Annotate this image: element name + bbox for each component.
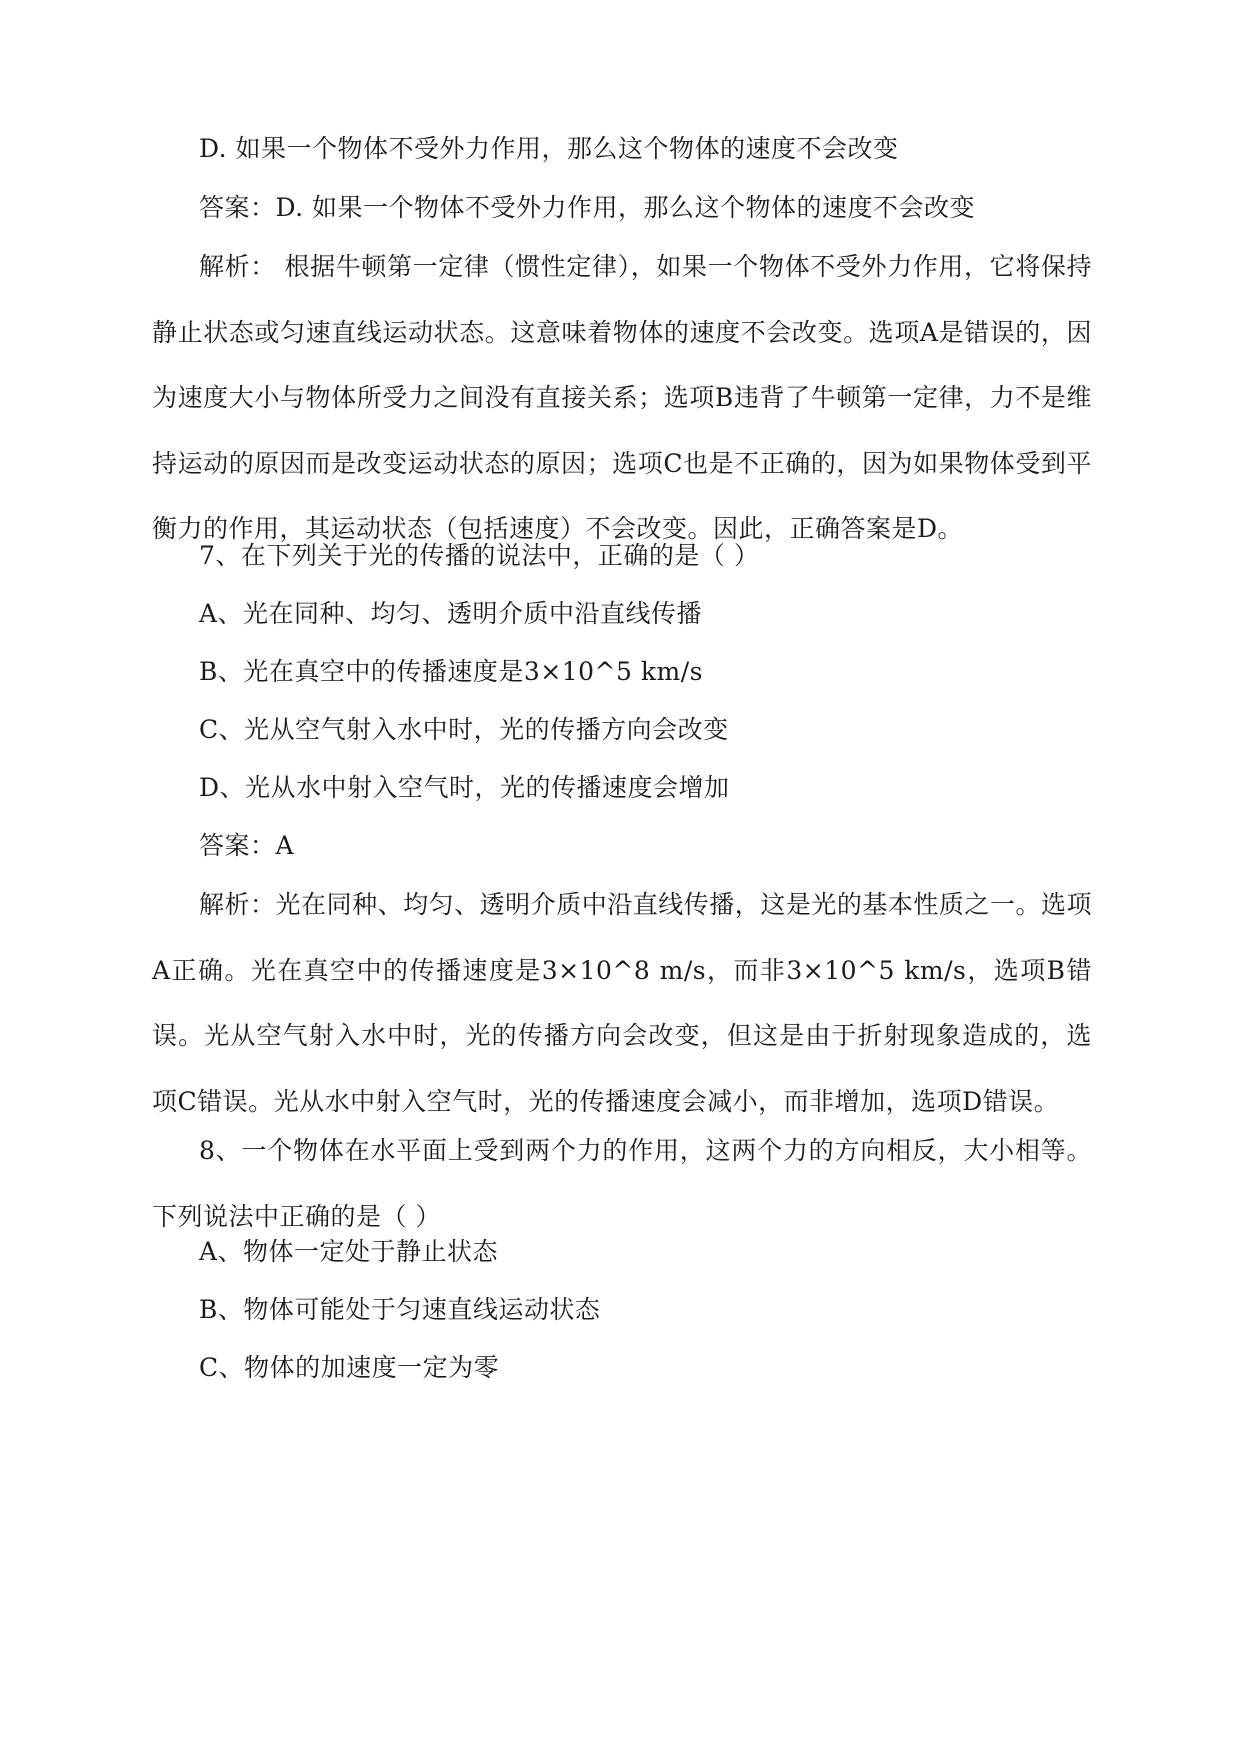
q8-option-a: A、物体一定处于静止状态 [199, 1237, 499, 1266]
q7-answer: 答案：A [199, 831, 295, 860]
q7-question: 7、在下列关于光的传播的说法中，正确的是（ ） [199, 541, 760, 570]
q6-option-d: D. 如果一个物体不受外力作用，那么这个物体的速度不会改变 [199, 134, 899, 163]
q7-option-c: C、光从空气射入水中时，光的传播方向会改变 [199, 715, 729, 744]
q8-question: 8、一个物体在水平面上受到两个力的作用，这两个力的方向相反，大小相等。下列说法中正确的是（ ） [152, 1136, 1092, 1231]
q7-option-b: B、光在真空中的传播速度是3×10^5 km/s [199, 657, 703, 686]
q8-option-b: B、物体可能处于匀速直线运动状态 [199, 1295, 601, 1324]
q7-analysis: 解析：光在同种、均匀、透明介质中沿直线传播，这是光的基本性质之一。选项A正确。光在真空中的传播速度是3×10^8 m/s，而非3×10^5 km/s，选项B错误。光从空气射入水中时，光的传播方向会改变，但这是由于折射现象造成的，选项C错误。光从水中射入空气时，光的传播速度会减小，而非增加，选项D错误。 [152, 890, 1092, 1116]
q7-option-d: D、光从水中射入空气时，光的传播速度会增加 [199, 773, 730, 802]
q7-option-a: A、光在同种、均匀、透明介质中沿直线传播 [199, 599, 703, 628]
q8-option-c: C、物体的加速度一定为零 [199, 1353, 500, 1382]
q6-analysis: 解析： 根据牛顿第一定律（惯性定律），如果一个物体不受外力作用，它将保持静止状态或匀速直线运动状态。这意味着物体的速度不会改变。选项A是错误的，因为速度大小与物体所受力之间没有直接关系；选项B违背了牛顿第一定律，力不是维持运动的原因而是改变运动状态的原因；选项C也是不正确的，因为如果物体受到平衡力的作用，其运动状态（包括速度）不会改变。因此，正确答案是D。 [152, 252, 1092, 543]
q6-answer: 答案：D. 如果一个物体不受外力作用，那么这个物体的速度不会改变 [199, 193, 976, 222]
